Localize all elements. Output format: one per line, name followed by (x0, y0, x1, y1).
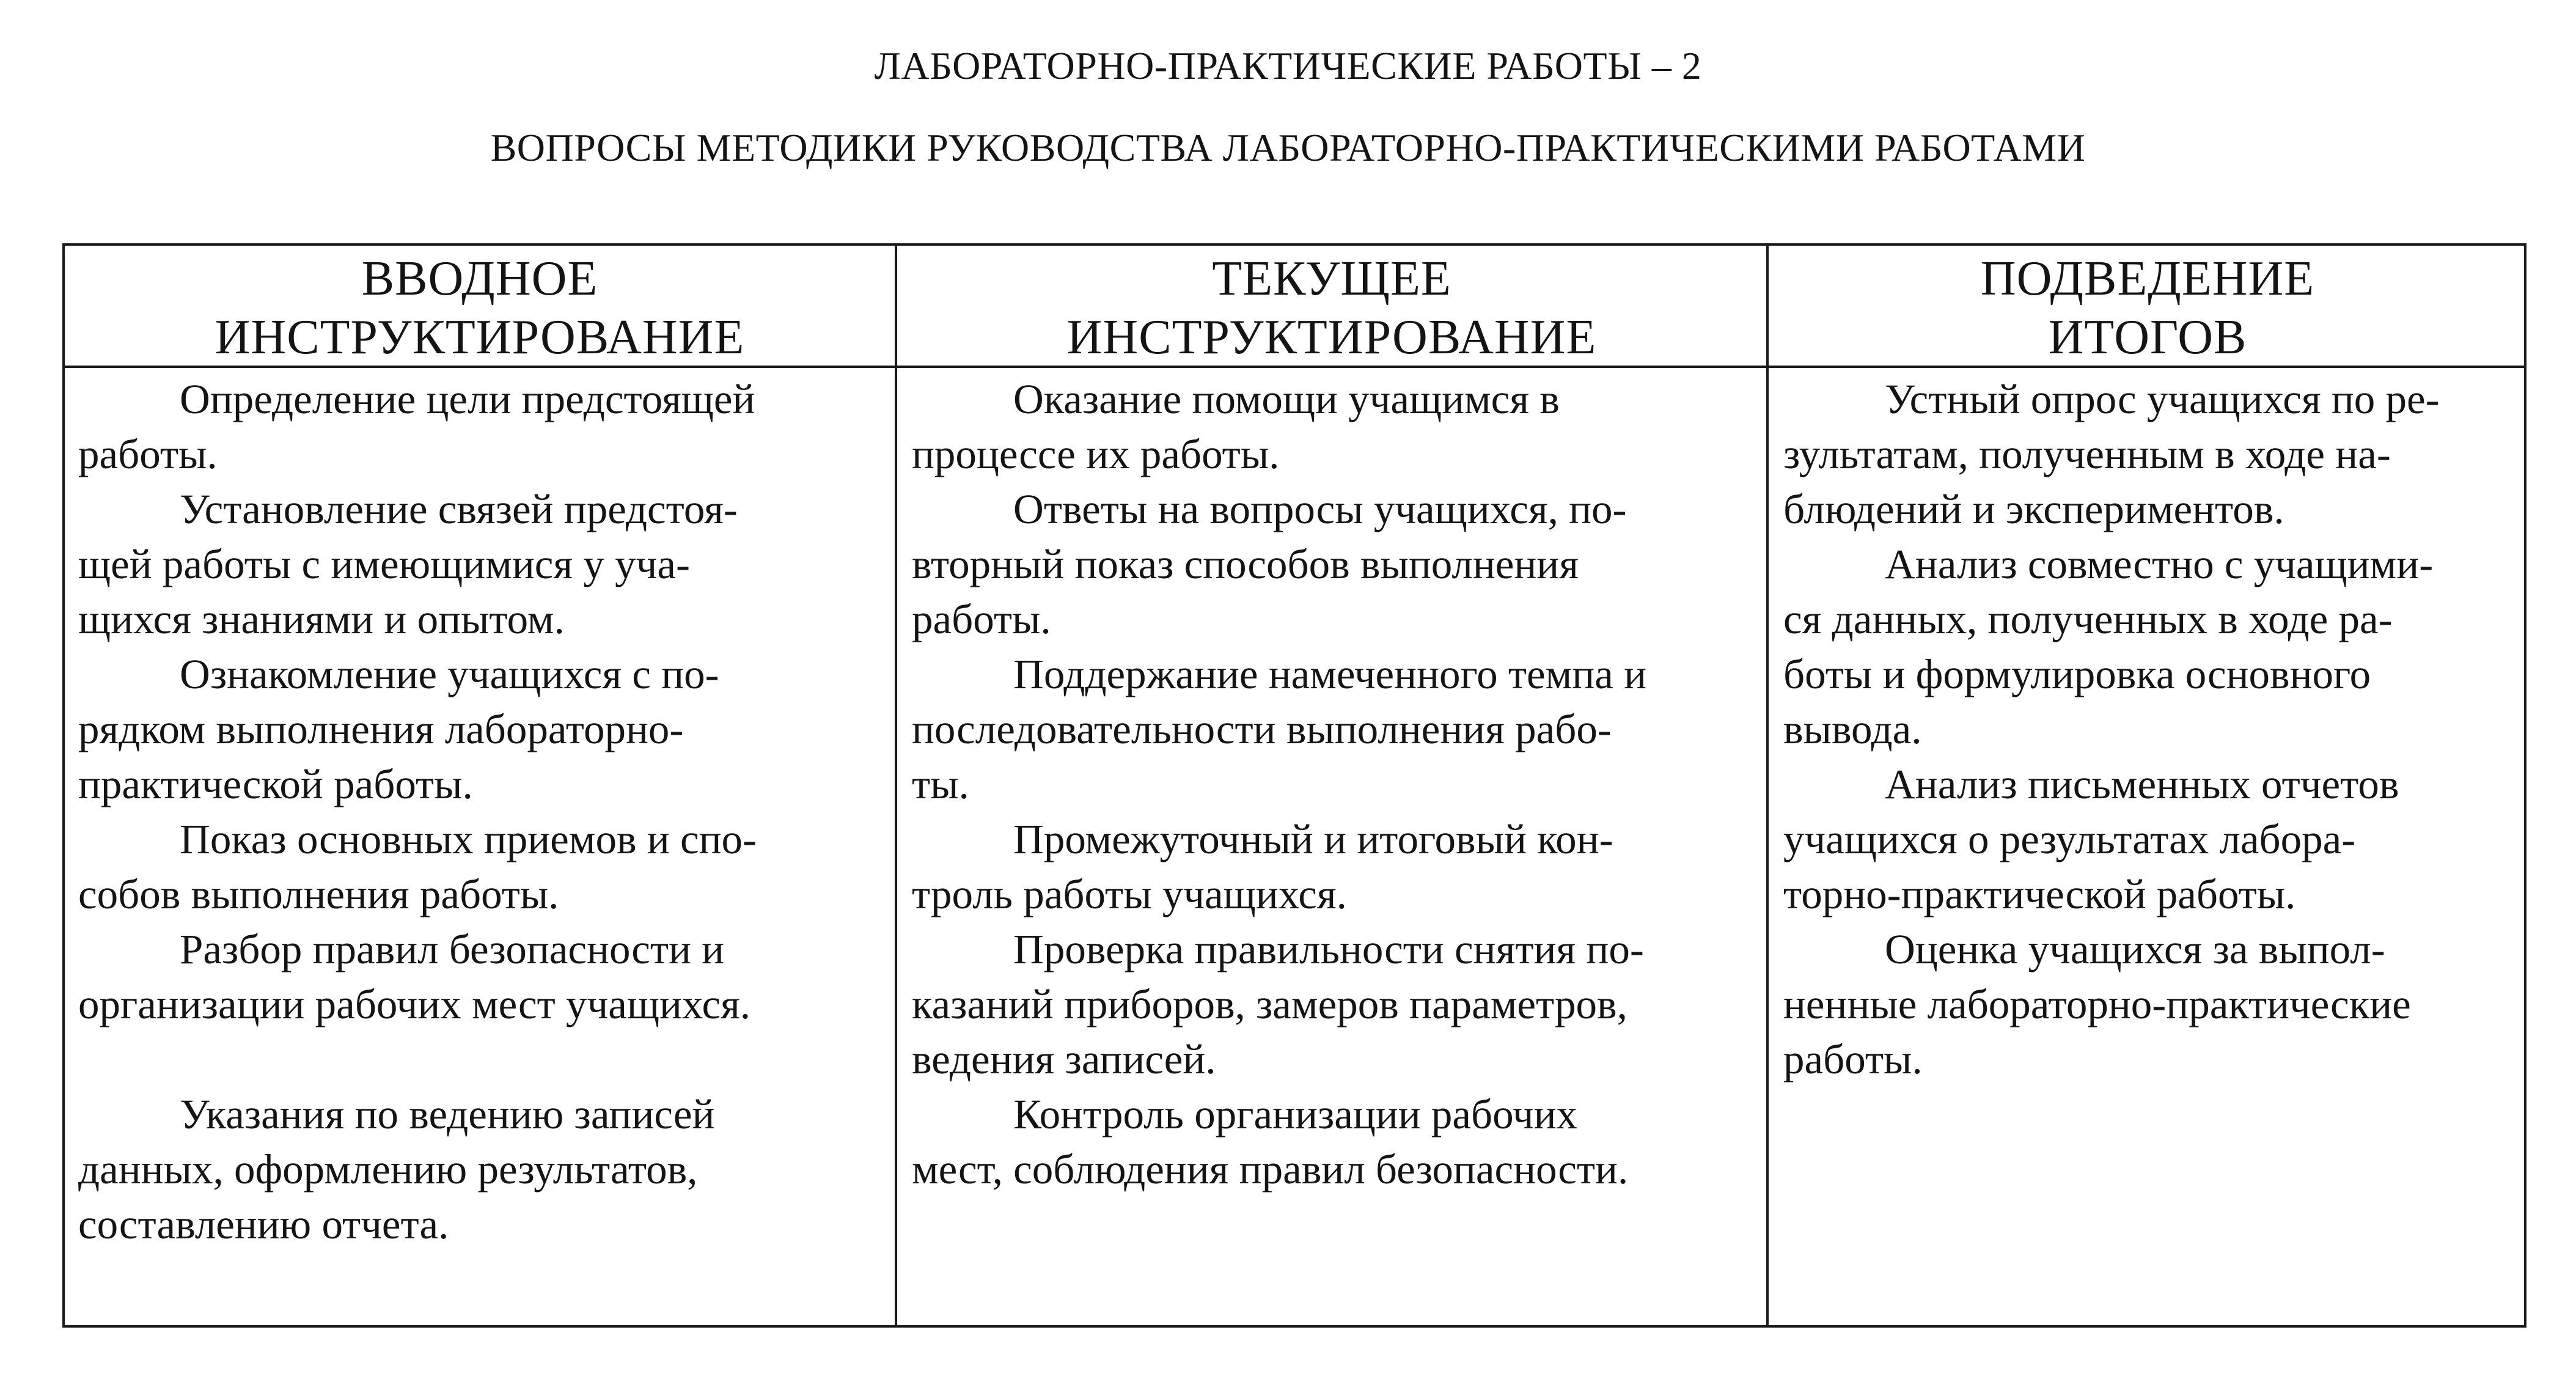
list-item: Промежуточный и итоговый кон- троль работы учащихся. (912, 816, 1613, 917)
column-divider (1766, 246, 1769, 1325)
column-header-label: ПОДВЕДЕНИЕ ИТОГОВ (1980, 252, 2315, 364)
list-item: Разбор правил безопасности и организации рабочих мест учащихся. (78, 926, 751, 1027)
column-header-label: ВВОДНОЕ ИНСТРУКТИРОВАНИЕ (215, 252, 745, 364)
list-item: Определение цели предстоящей работы. (78, 376, 755, 477)
column-header-introductory (65, 246, 895, 366)
list-item: Анализ совместно с учащими- ся данных, полученных в ходе ра- боты и формулировка основного вывода. (1783, 541, 2434, 752)
list-item: Ответы на вопросы учащихся, по- вторный показ способов выполнения работы. (912, 486, 1627, 642)
column-divider (895, 246, 897, 1325)
column-header-label: ТЕКУЩЕЕ ИНСТРУКТИРОВАНИЕ (1066, 252, 1597, 364)
document-subtitle: ВОПРОСЫ МЕТОДИКИ РУКОВОДСТВА ЛАБОРАТОРНО-ПРАКТИЧЕСКИМИ РАБОТАМИ (490, 126, 2086, 169)
paragraph-gap (78, 1032, 891, 1087)
column-body-current (912, 372, 1763, 1197)
instruction-table (62, 243, 2526, 1328)
list-item: Установление связей предстоя- щей работы с имеющимися у уча- щихся знаниями и опытом. (78, 486, 738, 642)
list-item: Анализ письменных отчетов учащихся о результатах лабора- торно-практической работы. (1783, 761, 2399, 917)
list-item: Поддержание намеченного темпа и последовательности выполнения рабо- ты. (912, 651, 1647, 807)
list-item: Проверка правильности снятия по- казаний приборов, замеров параметров, ведения записей. (912, 926, 1644, 1082)
column-body-summary (1783, 372, 2523, 1087)
column-body-introductory (78, 372, 891, 1252)
list-item: Оказание помощи учащимся в процессе их работы. (912, 376, 1560, 477)
list-item: Устный опрос учащихся по ре- зультатам, полученным в ходе на- блюдений и экспериментов. (1783, 376, 2440, 532)
list-item: Указания по ведению записей данных, оформлению результатов, составлению отчета. (78, 1091, 715, 1248)
list-item: Ознакомление учащихся с по- рядком выполнения лабораторно- практической работы. (78, 651, 719, 807)
list-item: Оценка учащихся за выпол- ненные лабораторно-практические работы. (1783, 926, 2411, 1082)
column-header-summary (1769, 246, 2526, 366)
list-item: Контроль организации рабочих мест, соблюдения правил безопасности. (912, 1091, 1629, 1193)
column-header-current (897, 246, 1766, 366)
list-item: Показ основных приемов и спо- собов выполнения работы. (78, 816, 757, 917)
document-title: ЛАБОРАТОРНО-ПРАКТИЧЕСКИЕ РАБОТЫ – 2 (874, 44, 1702, 87)
